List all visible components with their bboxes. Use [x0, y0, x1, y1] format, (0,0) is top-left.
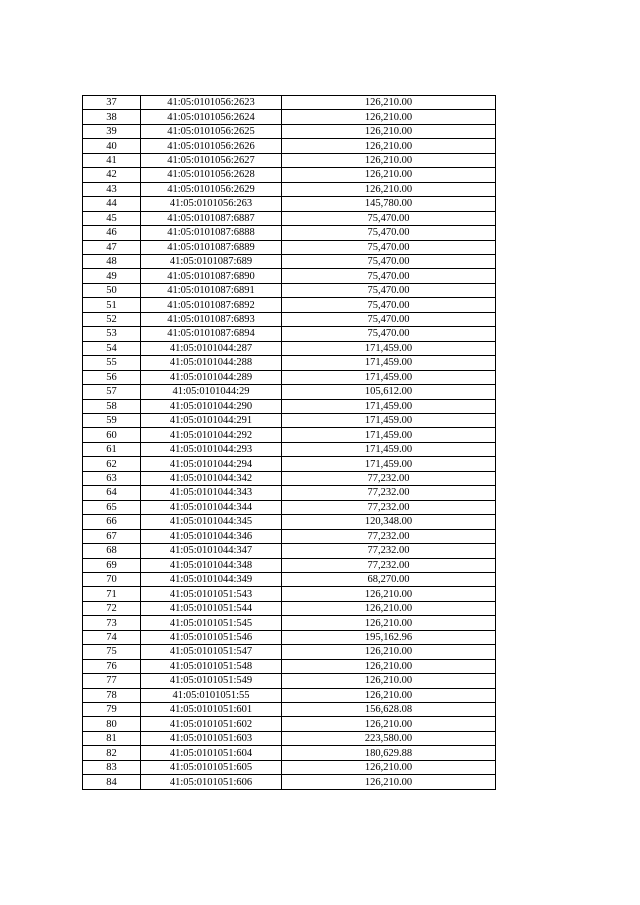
- value-cell: 75,470.00: [282, 254, 496, 268]
- cadastral-number-cell: 41:05:0101044:293: [141, 442, 282, 456]
- table-row: [83, 240, 496, 254]
- row-number-cell: 39: [83, 124, 141, 138]
- cadastral-number-cell: 41:05:0101056:2626: [141, 139, 282, 153]
- table-row: [83, 616, 496, 630]
- value-cell: 171,459.00: [282, 356, 496, 370]
- value-cell: 75,470.00: [282, 298, 496, 312]
- table-row: [83, 471, 496, 485]
- table-row: [83, 110, 496, 124]
- value-cell: 126,210.00: [282, 645, 496, 659]
- row-number-cell: 74: [83, 630, 141, 644]
- value-cell: 75,470.00: [282, 312, 496, 326]
- table-row: [83, 197, 496, 211]
- value-cell: 126,210.00: [282, 153, 496, 167]
- cadastral-number-cell: 41:05:0101044:290: [141, 399, 282, 413]
- table-row: [83, 139, 496, 153]
- cadastral-number-cell: 41:05:0101087:6893: [141, 312, 282, 326]
- row-number-cell: 54: [83, 341, 141, 355]
- table-row: [83, 428, 496, 442]
- table-row: [83, 674, 496, 688]
- table-row: [83, 558, 496, 572]
- table-row: [83, 601, 496, 615]
- cadastral-number-cell: 41:05:0101051:548: [141, 659, 282, 673]
- row-number-cell: 75: [83, 645, 141, 659]
- table-row: [83, 457, 496, 471]
- cadastral-number-cell: 41:05:0101087:6887: [141, 211, 282, 225]
- cadastral-number-cell: 41:05:0101044:291: [141, 413, 282, 427]
- value-cell: 77,232.00: [282, 486, 496, 500]
- cadastral-number-cell: 41:05:0101056:2628: [141, 168, 282, 182]
- cadastral-number-cell: 41:05:0101044:349: [141, 572, 282, 586]
- row-number-cell: 49: [83, 269, 141, 283]
- table-row: [83, 746, 496, 760]
- cadastral-number-cell: 41:05:0101044:345: [141, 515, 282, 529]
- cadastral-number-cell: 41:05:0101056:2629: [141, 182, 282, 196]
- table-row: [83, 341, 496, 355]
- value-cell: 126,210.00: [282, 124, 496, 138]
- row-number-cell: 66: [83, 515, 141, 529]
- value-cell: 126,210.00: [282, 168, 496, 182]
- row-number-cell: 38: [83, 110, 141, 124]
- row-number-cell: 71: [83, 587, 141, 601]
- cadastral-number-cell: 41:05:0101044:294: [141, 457, 282, 471]
- table-row: [83, 500, 496, 514]
- table-row: [83, 370, 496, 384]
- cadastral-number-cell: 41:05:0101087:6892: [141, 298, 282, 312]
- cadastral-number-cell: 41:05:0101051:603: [141, 731, 282, 745]
- cadastral-number-cell: 41:05:0101044:346: [141, 529, 282, 543]
- value-cell: 126,210.00: [282, 775, 496, 789]
- row-number-cell: 61: [83, 442, 141, 456]
- cadastral-number-cell: 41:05:0101044:347: [141, 544, 282, 558]
- row-number-cell: 77: [83, 674, 141, 688]
- cadastral-number-cell: 41:05:0101044:344: [141, 500, 282, 514]
- value-cell: 171,459.00: [282, 399, 496, 413]
- row-number-cell: 62: [83, 457, 141, 471]
- value-cell: 75,470.00: [282, 240, 496, 254]
- value-cell: 126,210.00: [282, 616, 496, 630]
- value-cell: 171,459.00: [282, 442, 496, 456]
- value-cell: 75,470.00: [282, 283, 496, 297]
- cadastral-number-cell: 41:05:0101044:342: [141, 471, 282, 485]
- value-cell: 156,628.08: [282, 703, 496, 717]
- row-number-cell: 60: [83, 428, 141, 442]
- table-row: [83, 659, 496, 673]
- row-number-cell: 50: [83, 283, 141, 297]
- row-number-cell: 55: [83, 356, 141, 370]
- cadastral-number-cell: 41:05:0101044:289: [141, 370, 282, 384]
- value-cell: 126,210.00: [282, 96, 496, 110]
- row-number-cell: 73: [83, 616, 141, 630]
- table-row: [83, 515, 496, 529]
- cadastral-number-cell: 41:05:0101051:545: [141, 616, 282, 630]
- value-cell: 75,470.00: [282, 211, 496, 225]
- table-row: [83, 153, 496, 167]
- cadastral-number-cell: 41:05:0101051:601: [141, 703, 282, 717]
- value-cell: 171,459.00: [282, 413, 496, 427]
- table-row: [83, 269, 496, 283]
- table-row: [83, 544, 496, 558]
- row-number-cell: 63: [83, 471, 141, 485]
- row-number-cell: 72: [83, 601, 141, 615]
- table-row: [83, 124, 496, 138]
- cadastral-number-cell: 41:05:0101051:544: [141, 601, 282, 615]
- value-cell: 126,210.00: [282, 587, 496, 601]
- value-cell: 75,470.00: [282, 226, 496, 240]
- row-number-cell: 83: [83, 760, 141, 774]
- table-row: [83, 226, 496, 240]
- value-cell: 126,210.00: [282, 110, 496, 124]
- cadastral-number-cell: 41:05:0101087:6890: [141, 269, 282, 283]
- value-cell: 171,459.00: [282, 370, 496, 384]
- row-number-cell: 69: [83, 558, 141, 572]
- table-row: [83, 312, 496, 326]
- value-cell: 126,210.00: [282, 674, 496, 688]
- value-cell: 126,210.00: [282, 760, 496, 774]
- table-row: [83, 298, 496, 312]
- row-number-cell: 68: [83, 544, 141, 558]
- cadastral-number-cell: 41:05:0101051:606: [141, 775, 282, 789]
- row-number-cell: 45: [83, 211, 141, 225]
- row-number-cell: 84: [83, 775, 141, 789]
- table-row: [83, 717, 496, 731]
- cadastral-number-cell: 41:05:0101056:2625: [141, 124, 282, 138]
- row-number-cell: 80: [83, 717, 141, 731]
- cadastral-number-cell: 41:05:0101056:263: [141, 197, 282, 211]
- table-body: [83, 96, 496, 790]
- table-row: [83, 356, 496, 370]
- value-cell: 126,210.00: [282, 601, 496, 615]
- row-number-cell: 47: [83, 240, 141, 254]
- row-number-cell: 44: [83, 197, 141, 211]
- cadastral-number-cell: 41:05:0101056:2627: [141, 153, 282, 167]
- table-row: [83, 327, 496, 341]
- data-table: [82, 95, 496, 790]
- cadastral-number-cell: 41:05:0101044:348: [141, 558, 282, 572]
- cadastral-number-cell: 41:05:0101051:549: [141, 674, 282, 688]
- value-cell: 180,629.88: [282, 746, 496, 760]
- table-row: [83, 587, 496, 601]
- cadastral-number-cell: 41:05:0101051:547: [141, 645, 282, 659]
- row-number-cell: 37: [83, 96, 141, 110]
- table-row: [83, 731, 496, 745]
- row-number-cell: 52: [83, 312, 141, 326]
- cadastral-number-cell: 41:05:0101087:6889: [141, 240, 282, 254]
- value-cell: 171,459.00: [282, 341, 496, 355]
- value-cell: 120,348.00: [282, 515, 496, 529]
- table-row: [83, 775, 496, 789]
- row-number-cell: 76: [83, 659, 141, 673]
- row-number-cell: 78: [83, 688, 141, 702]
- row-number-cell: 64: [83, 486, 141, 500]
- table-row: [83, 486, 496, 500]
- value-cell: 126,210.00: [282, 659, 496, 673]
- value-cell: 126,210.00: [282, 182, 496, 196]
- value-cell: 68,270.00: [282, 572, 496, 586]
- cadastral-number-cell: 41:05:0101051:543: [141, 587, 282, 601]
- cadastral-number-cell: 41:05:0101087:6888: [141, 226, 282, 240]
- cadastral-number-cell: 41:05:0101044:29: [141, 385, 282, 399]
- value-cell: 77,232.00: [282, 544, 496, 558]
- table-row: [83, 760, 496, 774]
- row-number-cell: 53: [83, 327, 141, 341]
- table-row: [83, 688, 496, 702]
- row-number-cell: 40: [83, 139, 141, 153]
- cadastral-number-cell: 41:05:0101056:2624: [141, 110, 282, 124]
- value-cell: 77,232.00: [282, 529, 496, 543]
- cadastral-number-cell: 41:05:0101044:288: [141, 356, 282, 370]
- value-cell: 77,232.00: [282, 471, 496, 485]
- row-number-cell: 57: [83, 385, 141, 399]
- value-cell: 77,232.00: [282, 500, 496, 514]
- table-row: [83, 630, 496, 644]
- table-row: [83, 283, 496, 297]
- row-number-cell: 81: [83, 731, 141, 745]
- row-number-cell: 56: [83, 370, 141, 384]
- row-number-cell: 46: [83, 226, 141, 240]
- table-row: [83, 645, 496, 659]
- value-cell: 126,210.00: [282, 139, 496, 153]
- row-number-cell: 51: [83, 298, 141, 312]
- table-row: [83, 703, 496, 717]
- cadastral-number-cell: 41:05:0101044:292: [141, 428, 282, 442]
- cadastral-number-cell: 41:05:0101051:605: [141, 760, 282, 774]
- table-row: [83, 96, 496, 110]
- cadastral-number-cell: 41:05:0101087:6894: [141, 327, 282, 341]
- value-cell: 126,210.00: [282, 688, 496, 702]
- cadastral-number-cell: 41:05:0101044:287: [141, 341, 282, 355]
- cadastral-number-cell: 41:05:0101051:546: [141, 630, 282, 644]
- cadastral-number-cell: 41:05:0101051:604: [141, 746, 282, 760]
- table-row: [83, 168, 496, 182]
- value-cell: 77,232.00: [282, 558, 496, 572]
- row-number-cell: 41: [83, 153, 141, 167]
- value-cell: 223,580.00: [282, 731, 496, 745]
- table-row: [83, 385, 496, 399]
- table-row: [83, 413, 496, 427]
- cadastral-number-cell: 41:05:0101044:343: [141, 486, 282, 500]
- row-number-cell: 48: [83, 254, 141, 268]
- table-row: [83, 529, 496, 543]
- value-cell: 145,780.00: [282, 197, 496, 211]
- cadastral-number-cell: 41:05:0101087:6891: [141, 283, 282, 297]
- value-cell: 126,210.00: [282, 717, 496, 731]
- row-number-cell: 58: [83, 399, 141, 413]
- value-cell: 195,162.96: [282, 630, 496, 644]
- table-row: [83, 211, 496, 225]
- cadastral-number-cell: 41:05:0101056:2623: [141, 96, 282, 110]
- value-cell: 75,470.00: [282, 327, 496, 341]
- cadastral-number-cell: 41:05:0101051:55: [141, 688, 282, 702]
- row-number-cell: 43: [83, 182, 141, 196]
- table-row: [83, 399, 496, 413]
- row-number-cell: 42: [83, 168, 141, 182]
- table-row: [83, 442, 496, 456]
- table-row: [83, 572, 496, 586]
- row-number-cell: 59: [83, 413, 141, 427]
- table-row: [83, 182, 496, 196]
- table-row: [83, 254, 496, 268]
- value-cell: 171,459.00: [282, 457, 496, 471]
- value-cell: 75,470.00: [282, 269, 496, 283]
- row-number-cell: 79: [83, 703, 141, 717]
- cadastral-number-cell: 41:05:0101087:689: [141, 254, 282, 268]
- value-cell: 171,459.00: [282, 428, 496, 442]
- row-number-cell: 70: [83, 572, 141, 586]
- cadastral-number-cell: 41:05:0101051:602: [141, 717, 282, 731]
- value-cell: 105,612.00: [282, 385, 496, 399]
- row-number-cell: 65: [83, 500, 141, 514]
- row-number-cell: 67: [83, 529, 141, 543]
- row-number-cell: 82: [83, 746, 141, 760]
